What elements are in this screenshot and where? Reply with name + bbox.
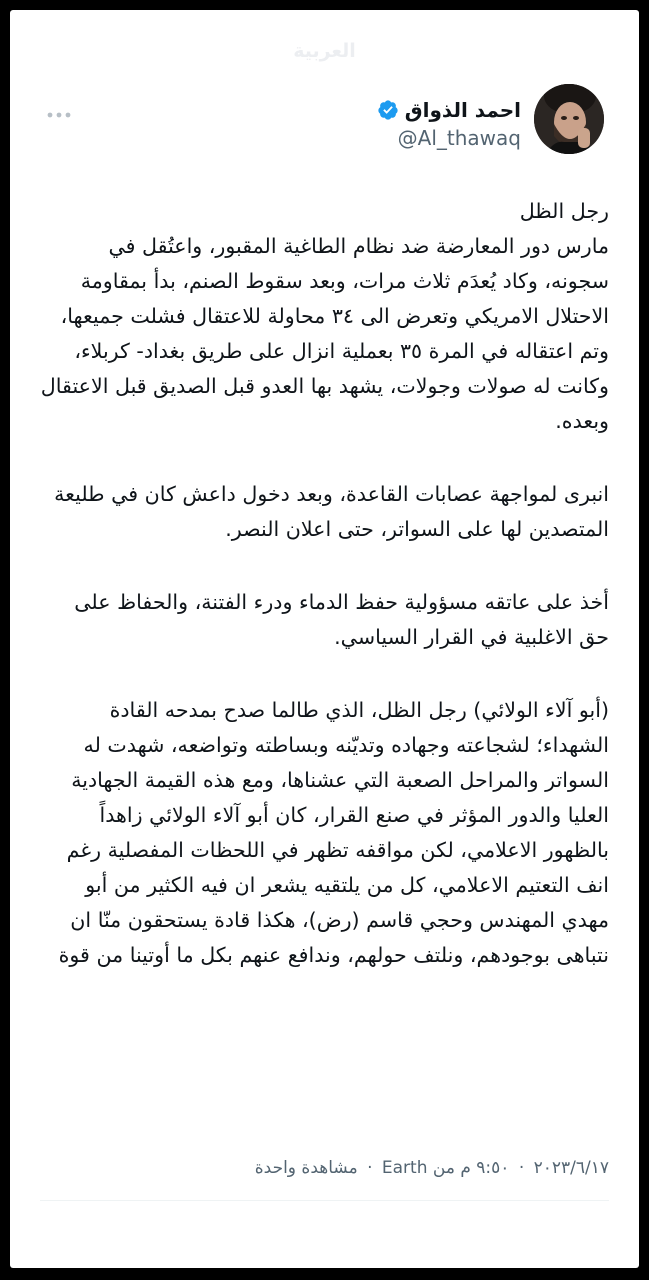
tweet-header — [10, 84, 639, 164]
tweet-metadata — [255, 1158, 609, 1178]
tweet-text — [40, 194, 609, 973]
tweet-date[interactable]: ٢٠٢٣/٦/١٧ — [533, 1158, 609, 1178]
avatar-image — [534, 84, 604, 154]
tweet-card — [10, 10, 639, 1268]
view-count[interactable]: مشاهدة واحدة — [254, 1158, 358, 1178]
meta-separator-2: · — [367, 1158, 373, 1178]
tweet-source: من Earth — [381, 1158, 455, 1178]
meta-separator: · — [518, 1158, 525, 1178]
display-name-row — [377, 98, 521, 122]
tweet-paragraph: انبرى لمواجهة عصابات القاعدة، وبعد دخول داعش كان في طليعة المتصدين لها على السواتر، حتى اعلان النصر. — [54, 482, 609, 541]
verified-badge-icon — [377, 99, 399, 121]
author-names — [377, 98, 521, 150]
tweet-paragraph: رجل الظل مارس دور المعارضة ضد نظام الطاغية المقبور، واعتُقل في سجونه، وكاد يُعدَم ثلاث مرات، وبعد سقوط الصنم، بدأ بمقاومة الاحتلال الامريكي وتعرض الى ٣٤ محاولة للاعتقال فشلت جميعها، وتم اعتقاله في المرة ٣٥ بعملية انزال على طريق بغداد- كربلاء، وكانت له صولات وجولات، يشهد بها العدو قبل الصديق قبل الاعتقال وبعده. — [40, 199, 609, 433]
display-name[interactable]: احمد الذواق — [404, 98, 521, 122]
tweet-time[interactable]: ٩:٥٠ م — [460, 1158, 510, 1178]
more-horizontal-icon[interactable] — [46, 104, 72, 112]
divider — [40, 1200, 609, 1201]
avatar[interactable] — [534, 84, 604, 154]
tweet-paragraph: أخذ على عاتقه مسؤولية حفظ الدماء ودرء الفتنة، والحفاظ على حق الاغلبية في القرار السياسي. — [74, 590, 609, 649]
tweet-paragraph: (أبو آلاء الولائي) رجل الظل، الذي طالما صدح بمدحه القادة الشهداء؛ لشجاعته وجهاده وتديّنه وبساطته وتواضعه، شهدت له السواتر والمراحل الصعبة التي عشناها، ومع هذه القيمة الجهادية العليا والدور المؤثر في صنع القرار، كان أبو آلاء الولائي زاهداً بالظهور الاعلامي، لكن مواقفه تظهر في اللحظات المفصلية رغم انف التعتيم الاعلامي، كل من يلتقيه يشعر ان فيه الكثير من أبو مهدي المهندس وحجي قاسم (رض)، هكذا قادة يستحقون منّا ان نتباهى بوجودهم، ونلتف حولهم، وندافع عنهم بكل ما أوتينا من قوة — [58, 698, 609, 967]
watermark-text: العربية — [293, 40, 356, 62]
author-handle[interactable]: @Al_thawaq — [397, 126, 521, 150]
